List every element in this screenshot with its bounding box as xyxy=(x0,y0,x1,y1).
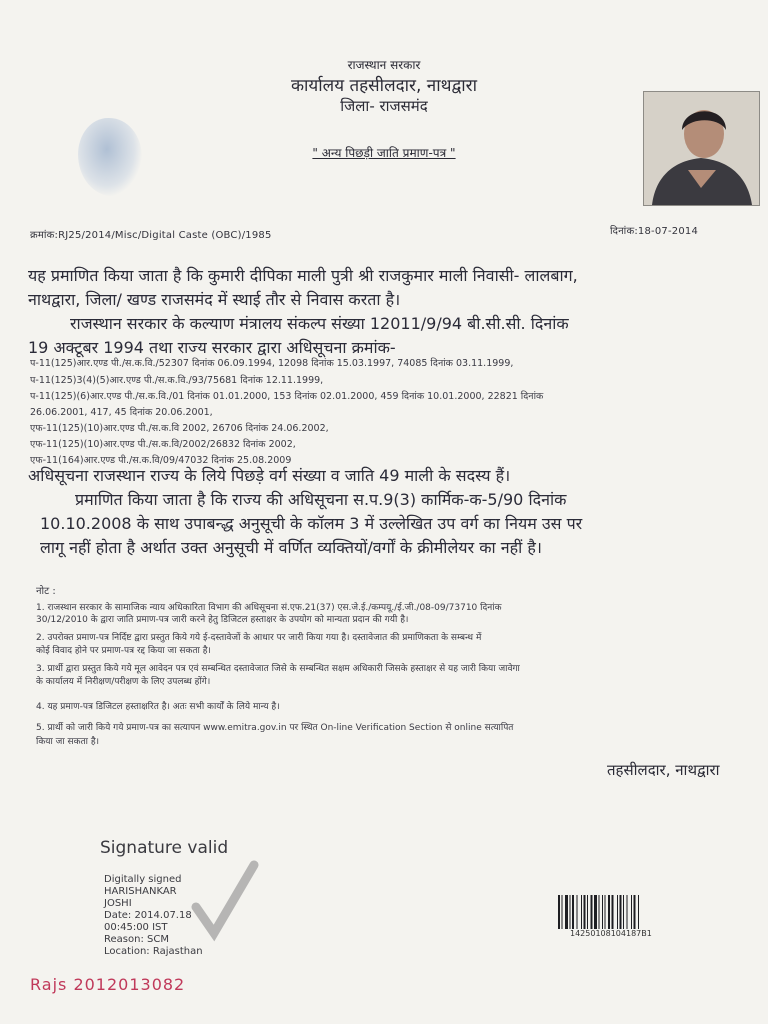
notification-ref: एफ-11(125)(10)आर.एण्ड पी./स.क.वि/2002/26832 दिनांक 2002, xyxy=(30,439,296,450)
signature-detail-line: 00:45:00 IST xyxy=(104,922,168,933)
seal-stamp xyxy=(78,118,142,196)
note-line: 4. यह प्रमाण-पत्र डिजिटल हस्ताक्षरित है। अतः सभी कार्यों के लिये मान्य है। xyxy=(36,702,280,712)
issue-date: दिनांक:18-07-2014 xyxy=(610,226,699,237)
applicant-photo xyxy=(643,91,760,206)
certificate-title: " अन्य पिछड़ी जाति प्रमाण-पत्र " xyxy=(312,146,456,160)
note-line: 3. प्रार्थी द्वारा प्रस्तुत किये गये मूल आवेदन पत्र एवं सम्बन्धित दस्तावेजात जिसे के सम्बन्धित सक्षम अधिकारी जिसके हस्ताक्षर से यह जारी किया जावेगा xyxy=(36,664,520,674)
note-line: 1. राजस्थान सरकार के सामाजिक न्याय अधिकारिता विभाग की अधिसूचना सं.एफ.21(37) एस.जे.ई./कम्पयू./ई.जी./08-09/73710 दिनांक xyxy=(36,603,502,613)
body-line: यह प्रमाणित किया जाता है कि कुमारी दीपिका माली पुत्री श्री राजकुमार माली निवासी- लालबाग, xyxy=(28,266,578,285)
reference-number: क्रमांक:RJ25/2014/Misc/Digital Caste (OBC)/1985 xyxy=(30,230,272,241)
signature-detail-line: Location: Rajasthan xyxy=(104,946,203,957)
signature-details xyxy=(104,874,203,958)
body-line: राजस्थान सरकार के कल्याण मंत्रालय संकल्प संख्या 12011/9/94 बी.सी.सी. दिनांक xyxy=(70,314,569,333)
signatory-title: तहसीलदार, नाथद्वारा xyxy=(607,761,720,779)
barcode-number: 14250108104187B1 xyxy=(570,929,652,938)
body-line: नाथद्वारा, जिला/ खण्ड राजसमंद में स्थाई तौर से निवास करता है। xyxy=(28,290,401,309)
footer-code: Rajs 2012013082 xyxy=(30,975,186,994)
barcode-icon xyxy=(556,895,700,929)
body-line: अधिसूचना राजस्थान राज्य के लिये पिछड़े वर्ग संख्या व जाति 49 माली के सदस्य हैं। xyxy=(28,466,511,485)
signature-status: Signature valid xyxy=(100,838,229,858)
signature-detail-line: JOSHI xyxy=(104,898,132,909)
notification-ref: एफ-11(164)आर.एण्ड पी./स.क.वि/09/47032 दिनांक 25.08.2009 xyxy=(30,455,292,466)
signature-check-icon xyxy=(190,855,260,945)
govt-name: राजस्थान सरकार xyxy=(347,58,421,72)
office-name: कार्यालय तहसीलदार, नाथद्वारा xyxy=(290,76,478,96)
body-line: प्रमाणित किया जाता है कि राज्य की अधिसूचना स.प.9(3) कार्मिक-क-5/90 दिनांक xyxy=(75,490,567,509)
note-line: के कार्यालय में निरीक्षण/परीक्षण के लिए उपलब्ध होंगे। xyxy=(36,677,211,687)
note-line: 5. प्रार्थी को जारी किये गये प्रमाण-पत्र का सत्यापन www.emitra.gov.in पर स्थित On-line Verification Section से online सत्यापित xyxy=(36,723,514,733)
note-line: 30/12/2010 के द्वारा जाति प्रमाण-पत्र जारी करने हेतु डिजिटल हस्ताक्षर के उपयोग को मान्यता प्रदान की गयी है। xyxy=(36,615,409,625)
note-line: कोई विवाद होने पर प्रमाण-पत्र रद्द किया जा सकता है। xyxy=(36,646,211,656)
signature-detail-line: Digitally signed xyxy=(104,874,182,885)
notification-ref: प-11(125)(6)आर.एण्ड पी./स.क.वि./01 दिनांक 01.01.2000, 153 दिनांक 02.01.2000, 459 दिनांक 10.01.2000, 22821 दिनांक xyxy=(30,391,544,402)
district-name: जिला- राजसमंद xyxy=(340,97,428,115)
notification-ref: प-11(125)3(4)(5)आर.एण्ड पी./स.क.वि./93/75681 दिनांक 12.11.1999, xyxy=(30,375,324,386)
notification-ref: 26.06.2001, 417, 45 दिनांक 20.06.2001, xyxy=(30,407,213,418)
note-line: किया जा सकता है। xyxy=(36,737,100,747)
body-line: 10.10.2008 के साथ उपाबन्द्ध अनुसूची के कॉलम 3 में उल्लेखित उप वर्ग का नियम उस पर xyxy=(40,514,583,533)
signature-detail-line: Date: 2014.07.18 xyxy=(104,910,192,921)
notes-heading: नोट : xyxy=(36,586,56,597)
signature-detail-line: Reason: SCM xyxy=(104,934,169,945)
notification-ref: प-11(125)आर.एण्ड पी./स.क.वि./52307 दिनांक 06.09.1994, 12098 दिनांक 15.03.1997, 74085 दिनांक 03.11.1999, xyxy=(30,358,514,369)
note-line: 2. उपरोक्त प्रमाण-पत्र निर्दिष्ट द्वारा प्रस्तुत किये गये ई-दस्तावेजों के आधार पर जारी किया गया है। दस्तावेजात की प्रमाणिकता के सम्बन्ध में xyxy=(36,633,482,643)
notification-ref: एफ-11(125)(10)आर.एण्ड पी./स.क.वि 2002, 26706 दिनांक 24.06.2002, xyxy=(30,423,329,434)
body-line: 19 अक्टूबर 1994 तथा राज्य सरकार द्वारा अधिसूचना क्रमांक- xyxy=(28,338,396,357)
body-line: लागू नहीं होता है अर्थात उक्त अनुसूची में वर्णित व्यक्तियों/वर्गों के क्रीमीलेयर का नहीं है। xyxy=(40,538,542,557)
signature-detail-line: HARISHANKAR xyxy=(104,886,177,897)
